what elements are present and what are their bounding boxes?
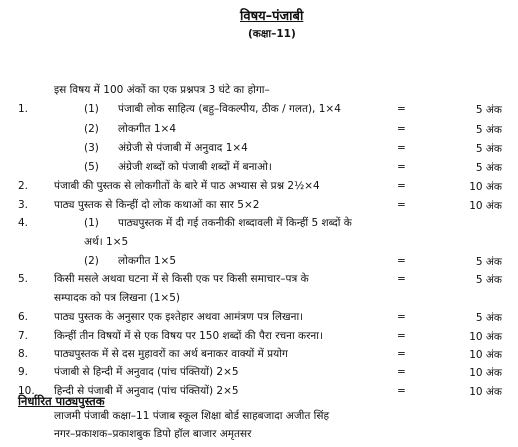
page-title: विषय–पंजाबी <box>240 9 304 24</box>
marks-value: 10 अंक <box>469 386 502 398</box>
item-text: लोकगीत 1×4 <box>118 123 177 135</box>
sub-item-number: (1) <box>84 103 99 115</box>
item-text: अंग्रेजी शब्दों को पंजाबी शब्दों में बनाओ। <box>118 161 272 173</box>
item-text: किसी मसले अथवा घटना में से किसी एक पर किसी समाचार–पत्र के <box>54 273 309 285</box>
marks-value: 5 अंक <box>475 274 502 286</box>
marks-value: 5 अंक <box>475 104 502 116</box>
item-text: अंग्रेजी से पंजाबी में अनुवाद 1×4 <box>118 142 248 154</box>
marks-value: 5 अंक <box>475 143 502 155</box>
equals-sign: = <box>397 273 406 285</box>
item-number: 4. <box>18 217 29 229</box>
equals-sign: = <box>397 123 406 135</box>
item-number: 2. <box>18 180 29 192</box>
item-number: 7. <box>18 330 29 342</box>
sub-item-number: (2) <box>84 255 99 267</box>
item-number: 8. <box>18 348 29 360</box>
sub-item-number: (1) <box>84 217 99 229</box>
item-text: हिन्दी से पंजाबी में अनुवाद (पांच पंक्तियों) 2×5 <box>54 385 239 397</box>
marks-value: 10 अंक <box>469 331 502 343</box>
equals-sign: = <box>397 385 406 397</box>
item-text: पाठ्यपुस्तक में दी गई तकनीकी शब्दावली में किन्हीं 5 शब्दों के <box>118 217 352 229</box>
marks-value: 5 अंक <box>475 312 502 324</box>
equals-sign: = <box>397 161 406 173</box>
sub-item-number: (5) <box>84 161 99 173</box>
item-number: 9. <box>18 366 29 378</box>
item-text: अर्थ। 1×5 <box>84 236 129 248</box>
item-number: 6. <box>18 311 29 323</box>
item-text: पाठ्यपुस्तक में से दस मुहावरों का अर्थ बनाकर वाक्यों में प्रयोग <box>54 348 288 360</box>
class-label: (कक्षा–11) <box>248 28 296 40</box>
item-text: पंजाबी से हिन्दी में अनुवाद (पांच पंक्तियों) 2×5 <box>54 366 239 378</box>
sub-item-number: (2) <box>84 123 99 135</box>
item-number: 3. <box>18 199 29 211</box>
item-text: किन्हीं तीन विषयों में से एक विषय पर 150 शब्दों की पैरा रचना करना। <box>54 330 323 342</box>
item-text: पाठ्य पुस्तक के अनुसार एक इश्तेहार अथवा आमंत्रण पत्र लिखना। <box>54 311 304 323</box>
equals-sign: = <box>397 366 406 378</box>
prescribed-heading: निर्धारित पाठ्यपुस्तक <box>18 394 105 408</box>
marks-value: 10 अंक <box>469 200 502 212</box>
item-text: पंजाबी लोक साहित्य (बहु–विकल्पीय, ठीक / गलत), 1×4 <box>118 103 341 115</box>
item-number: 10. <box>18 385 35 397</box>
marks-value: 10 अंक <box>469 349 502 361</box>
intro-text: इस विषय में 100 अंकों का एक प्रश्नपत्र 3 घंटे का होगा– <box>54 84 270 96</box>
equals-sign: = <box>397 142 406 154</box>
equals-sign: = <box>397 180 406 192</box>
item-text: पाठ्य पुस्तक से किन्हीं दो लोक कथाओं का सार 5×2 <box>54 199 260 211</box>
item-text: सम्पादक को पत्र लिखना (1×5) <box>54 292 180 304</box>
marks-value: 5 अंक <box>475 162 502 174</box>
equals-sign: = <box>397 199 406 211</box>
item-text: लोकगीत 1×5 <box>118 255 177 267</box>
item-text: पंजाबी की पुस्तक से लोकगीतों के बारे में पाठ अभ्यास से प्रश्न 2½×4 <box>54 180 320 192</box>
prescribed-line-1: लाजमी पंजाबी कक्षा–11 पंजाब स्कूल शिक्षा बोर्ड साहबजादा अजीत सिंह <box>54 410 330 422</box>
marks-value: 10 अंक <box>469 367 502 379</box>
marks-value: 5 अंक <box>475 256 502 268</box>
marks-value: 10 अंक <box>469 181 502 193</box>
marks-value: 5 अंक <box>475 124 502 136</box>
item-number: 1. <box>18 103 29 115</box>
equals-sign: = <box>397 255 406 267</box>
equals-sign: = <box>397 103 406 115</box>
equals-sign: = <box>397 330 406 342</box>
equals-sign: = <box>397 348 406 360</box>
sub-item-number: (3) <box>84 142 99 154</box>
prescribed-line-2: नगर–प्रकाशक–प्रकाशबुक डिपो हॉल बाजार अमृतसर <box>54 428 252 440</box>
item-number: 5. <box>18 273 29 285</box>
equals-sign: = <box>397 311 406 323</box>
